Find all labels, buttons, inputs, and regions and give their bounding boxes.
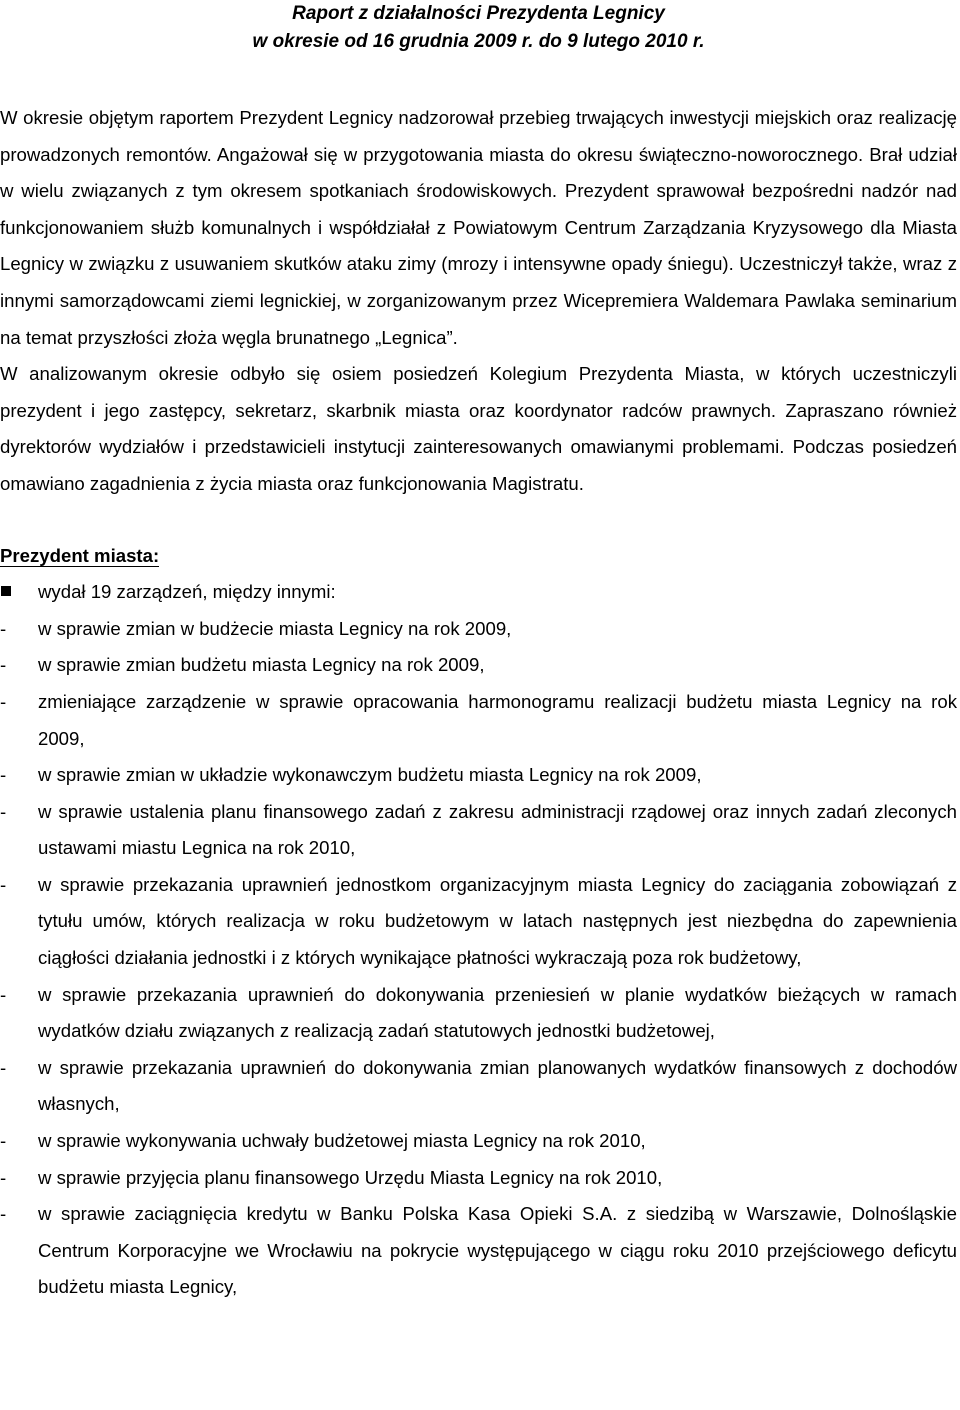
ordinance-text: w sprawie zmian w budżecie miasta Legnicy na rok 2009, (38, 617, 512, 639)
ordinance-item (0, 1123, 957, 1160)
title-block (0, 0, 957, 56)
report-title: Raport z działalności Prezydenta Legnicy (292, 3, 665, 24)
dash-marker: - (0, 1130, 7, 1152)
ordinance-item (0, 1196, 957, 1306)
dash-marker: - (0, 1166, 7, 1188)
ordinance-text: zmieniające zarządzenie w sprawie opracowania harmonogramu realizacji budżetu miasta Legnicy na rok 2009, (38, 690, 957, 749)
bullet-text: wydał 19 zarządzeń, między innymi: (38, 581, 336, 603)
kolegium-paragraph: W analizowanym okresie odbyło się osiem posiedzeń Kolegium Prezydenta Miasta, w których uczestniczyli prezydent i jego zastępcy, sekretarz, skarbnik miasta oraz koordynator radców prawnych. Zapraszano również dyrektorów wydziałów i przedstawicieli instytucji zainteresowanych omawianymi problemami. Podczas posiedzeń omawiano zagadnienia z życia miasta oraz funkcjonowania Magistratu. (0, 363, 957, 494)
dash-marker: - (0, 1056, 7, 1078)
ordinance-text: w sprawie zaciągnięcia kredytu w Banku Polska Kasa Opieki S.A. z siedzibą w Warszawie, Dolnośląskie Centrum Korporacyjne we Wrocławiu na pokrycie występującego w ciągu roku 2010 przejściowego deficytu budżetu miasta Legnicy, (38, 1203, 957, 1298)
ordinance-text: w sprawie przekazania uprawnień do dokonywania zmian planowanych wydatków finansowych z dochodów własnych, (38, 1056, 957, 1115)
dash-marker: - (0, 983, 7, 1005)
section-heading-text: Prezydent miasta: (0, 544, 160, 566)
bullet-item (0, 574, 957, 611)
ordinance-item (0, 1160, 957, 1197)
bullet-list (0, 574, 957, 611)
ordinance-text: w sprawie przekazania uprawnień do dokonywania przeniesień w planie wydatków bieżących w ramach wydatków działu związanych z realizacją zadań statutowych jednostki budżetowej, (38, 983, 957, 1042)
dash-marker: - (0, 654, 7, 676)
ordinance-text: w sprawie zmian w układzie wykonawczym budżetu miasta Legnicy na rok 2009, (38, 764, 702, 786)
ordinance-item (0, 611, 957, 648)
dash-marker: - (0, 617, 7, 639)
square-bullet-icon (1, 586, 11, 596)
ordinance-item (0, 794, 957, 867)
report-period: w okresie od 16 grudnia 2009 r. do 9 lutego 2010 r. (252, 31, 705, 52)
dash-marker: - (0, 873, 7, 895)
intro-paragraph: W okresie objętym raportem Prezydent Legnicy nadzorował przebieg trwających inwestycji miejskich oraz realizację prowadzonych remontów. Angażował się w przygotowania miasta do okresu świąteczno-noworocznego. Brał udział w wielu związanych z tym okresem spotkaniach środowiskowych. Prezydent sprawował bezpośredni nadzór nad funkcjonowaniem służb komunalnych i współdziałał z Powiatowym Centrum Zarządzania Kryzysowego dla Miasta Legnicy w związku z usuwaniem skutków ataku zimy (mrozy i intensywne opady śniegu). Uczestniczył także, wraz z innymi samorządowcami ziemi legnickiej, w zorganizowanym przez Wicepremiera Waldemara Pawlaka seminarium na temat przyszłości złoża węgla brunatnego „Legnica”. (0, 107, 957, 348)
ordinance-item (0, 757, 957, 794)
dash-marker: - (0, 800, 7, 822)
dash-marker: - (0, 764, 7, 786)
ordinance-item (0, 867, 957, 977)
ordinance-text: w sprawie ustalenia planu finansowego zadań z zakresu administracji rządowej oraz innych zadań zleconych ustawami miastu Legnica na rok 2010, (38, 800, 957, 859)
ordinance-item (0, 684, 957, 757)
ordinance-list (0, 611, 957, 1306)
ordinance-text: w sprawie przekazania uprawnień jednostkom organizacyjnym miasta Legnicy do zaciągania zobowiązań z tytułu umów, których realizacja w roku budżetowym w latach następnych jest niezbędna do zapewnienia ciągłości działania jednostki i z których wynikające płatności wykraczają poza rok budżetowy, (38, 873, 957, 969)
ordinance-text: w sprawie wykonywania uchwały budżetowej miasta Legnicy na rok 2010, (38, 1130, 646, 1152)
dash-marker: - (0, 1203, 7, 1225)
ordinance-item (0, 1050, 957, 1123)
ordinance-text: w sprawie przyjęcia planu finansowego Urzędu Miasta Legnicy na rok 2010, (38, 1166, 663, 1188)
section-heading (0, 538, 957, 575)
dash-marker: - (0, 690, 7, 712)
ordinance-item (0, 977, 957, 1050)
ordinance-item (0, 647, 957, 684)
ordinance-text: w sprawie zmian budżetu miasta Legnicy na rok 2009, (38, 654, 485, 676)
